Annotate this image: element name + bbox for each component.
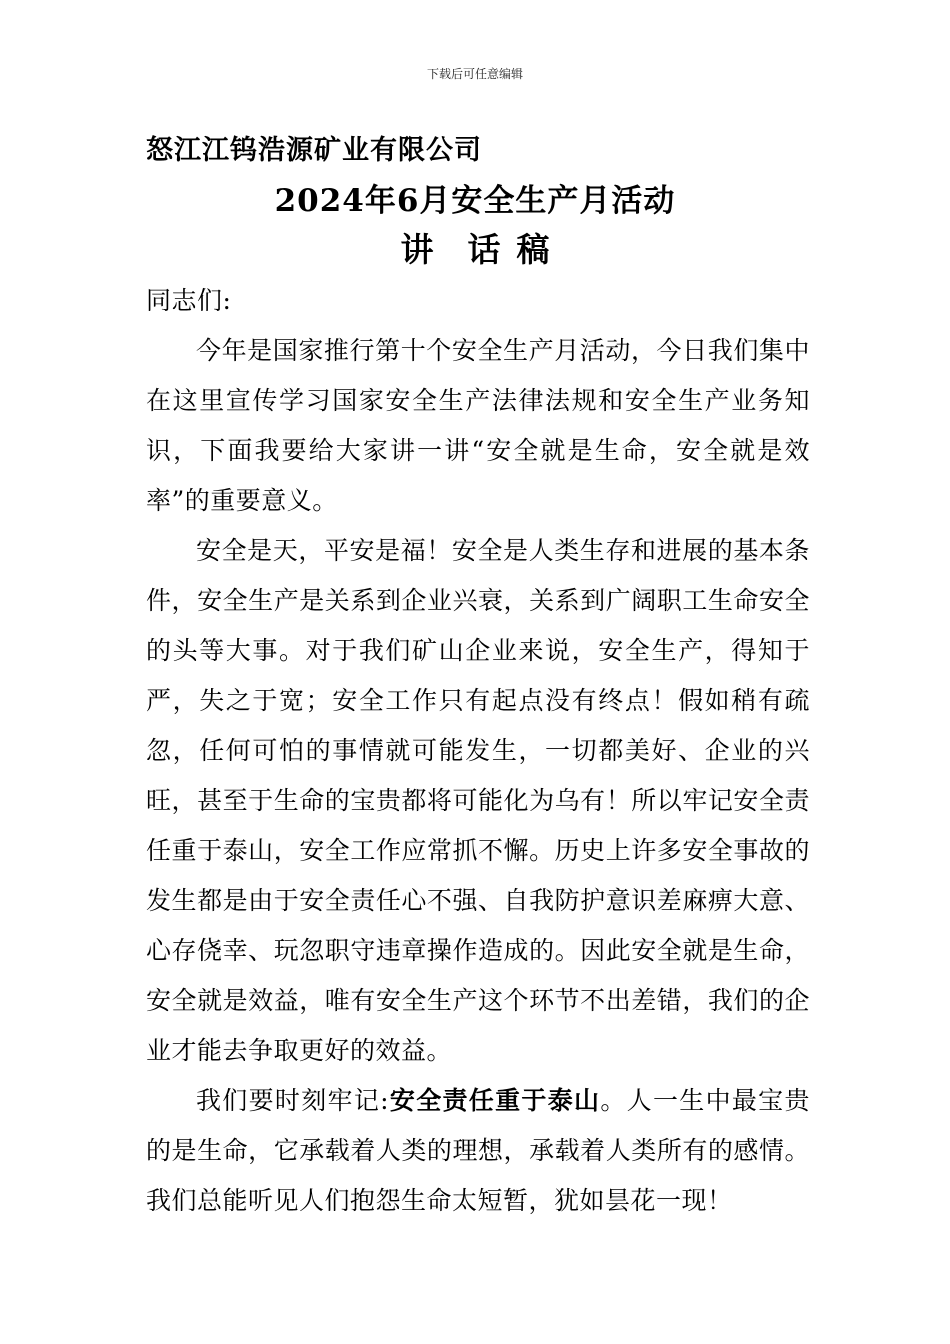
paragraph-3-rest: 。人一生中最宝贵的是生命，它承载着人类的理想，承载着人类所有的感情。我们总能听见人们抱怨生命太短暂，犹如昙花一现！: [146, 1086, 810, 1215]
header-note: 下载后可任意编辑: [426, 67, 523, 81]
document-title: 2024年6月安全生产月活动: [274, 183, 676, 219]
subtitle-char-1: 讲: [400, 230, 434, 269]
subtitle-char-2: 话: [467, 230, 501, 269]
subtitle-char-3: 稿: [516, 230, 550, 269]
salutation: 同志们:: [146, 286, 232, 315]
paragraph-3-lead: 我们要时刻牢记:: [196, 1086, 390, 1115]
paragraph-2: 安全是天，平安是福！安全是人类生存和进展的基本条件，安全生产是关系到企业兴衰，关系到广阔职工生命安全的头等大事。对于我们矿山企业来说，安全生产，得知于严，失之于宽；安全工作只有起点没有终点！假如稍有疏忽，任何可怕的事情就可能发生，一切都美好、企业的兴旺，甚至于生命的宝贵都将可能化为乌有！所以牢记安全责任重于泰山，安全工作应常抓不懈。历史上许多安全事故的发生都是由于安全责任心不强、自我防护意识差麻痹大意、心存侥幸、玩忽职守违章操作造成的。因此安全就是生命，安全就是效益，唯有安全生产这个环节不出差错，我们的企业才能去争取更好的效益。: [146, 536, 810, 1065]
paragraph-3: [146, 1076, 810, 1226]
document-subtitle: [0, 228, 950, 272]
company-name: 怒江江钨浩源矿业有限公司: [146, 135, 482, 166]
paragraph-1: 今年是国家推行第十个安全生产月活动，今日我们集中在这里宣传学习国家安全生产法律法规和安全生产业务知识，下面我要给大家讲一讲“安全就是生命，安全就是效率”的重要意义。: [146, 336, 810, 515]
paragraph-3-emphasis: 安全责任重于泰山: [389, 1086, 601, 1115]
